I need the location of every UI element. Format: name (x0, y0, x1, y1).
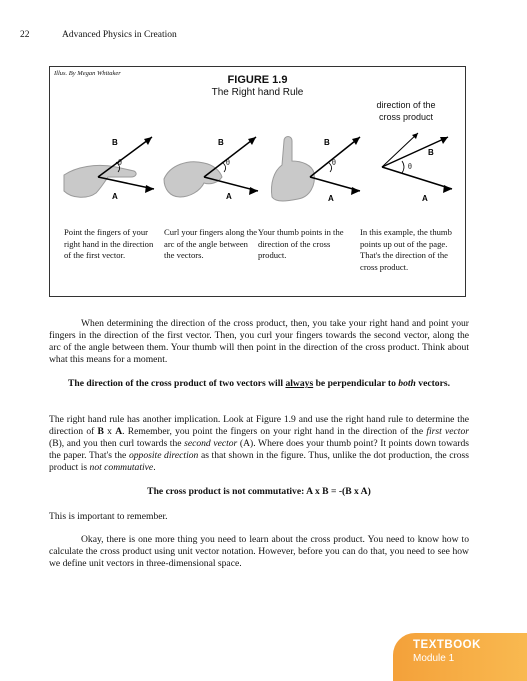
caption-3: Your thumb points in the direction of the cross product. (258, 227, 344, 261)
vector-b-label: B (324, 138, 330, 147)
vector-b-label: B (218, 138, 224, 147)
hand-fingers-panel (56, 127, 156, 217)
figure-title: FIGURE 1.9 (227, 74, 288, 86)
vector-a-label: A (422, 194, 428, 203)
vector-a-label: A (226, 192, 232, 201)
theta-label: θ (226, 158, 230, 167)
caption-4: In this example, the thumb points up out of the page. That's the direction of the cross product. (360, 227, 452, 272)
caption-1: Point the fingers of your right hand in the direction of the first vector. (64, 227, 154, 261)
textbook-module-badge (393, 633, 527, 681)
theta-label: θ (118, 158, 122, 167)
paragraph-4: Okay, there is one more thing you need to learn about the cross product. You need to know how to calculate the cross product using unit vector notation. However, before you can do that, you need to see how we define unit vectors in three-dimensional space. (49, 534, 469, 569)
page-number: 22 (20, 30, 30, 40)
page-header (20, 30, 177, 40)
direction-label: direction of the cross product (376, 100, 436, 122)
badge-subtitle: Module 1 (413, 653, 455, 664)
vector-a-label: A (112, 192, 118, 201)
figure-box (49, 66, 466, 297)
theta-label: θ (332, 158, 336, 167)
cross-product-vector-panel (368, 123, 464, 217)
paragraph-1: When determining the direction of the cross product, then, you take your right hand and point your fingers in the direction of the first vector. Then, you curl your fingers towards the second vector, along the arc of the angle between them. Your thumb will then point in the direction of the cross product. Think about what this means for a moment. (49, 318, 469, 365)
book-title: Advanced Physics in Creation (62, 30, 177, 40)
hand-curl-panel (160, 127, 260, 217)
figure-subtitle: The Right hand Rule (211, 87, 304, 98)
rule-not-commutative: The cross product is not commutative: A x B = -(B x A) (147, 486, 371, 497)
paragraph-3: This is important to remember. (49, 511, 168, 522)
vector-b-label: B (428, 148, 434, 157)
caption-2: Curl your fingers along the arc of the angle between the vectors. (164, 227, 258, 261)
theta-label: θ (408, 162, 412, 171)
rule-perpendicular: The direction of the cross product of two vectors will always be perpendicular to both vectors. (68, 378, 450, 389)
badge-title: TEXTBOOK (413, 639, 481, 651)
vector-a-label: A (328, 194, 334, 203)
hand-thumb-panel (262, 127, 362, 217)
paragraph-2: The right hand rule has another implication. Look at Figure 1.9 and use the right hand rule to determine the direction of B x A. Remember, you point the fingers on your right hand in the direction of the first vector (B), and you then curl towards the second vector (A). Where does your thumb point? It points down towards the paper. That's the opposite direction as that shown in the figure. Thus, unlike the dot production, the cross product is not commutative. (49, 414, 469, 473)
illustration-credit: Illus. By Megan Whitaker (54, 70, 121, 77)
vector-b-label: B (112, 138, 118, 147)
